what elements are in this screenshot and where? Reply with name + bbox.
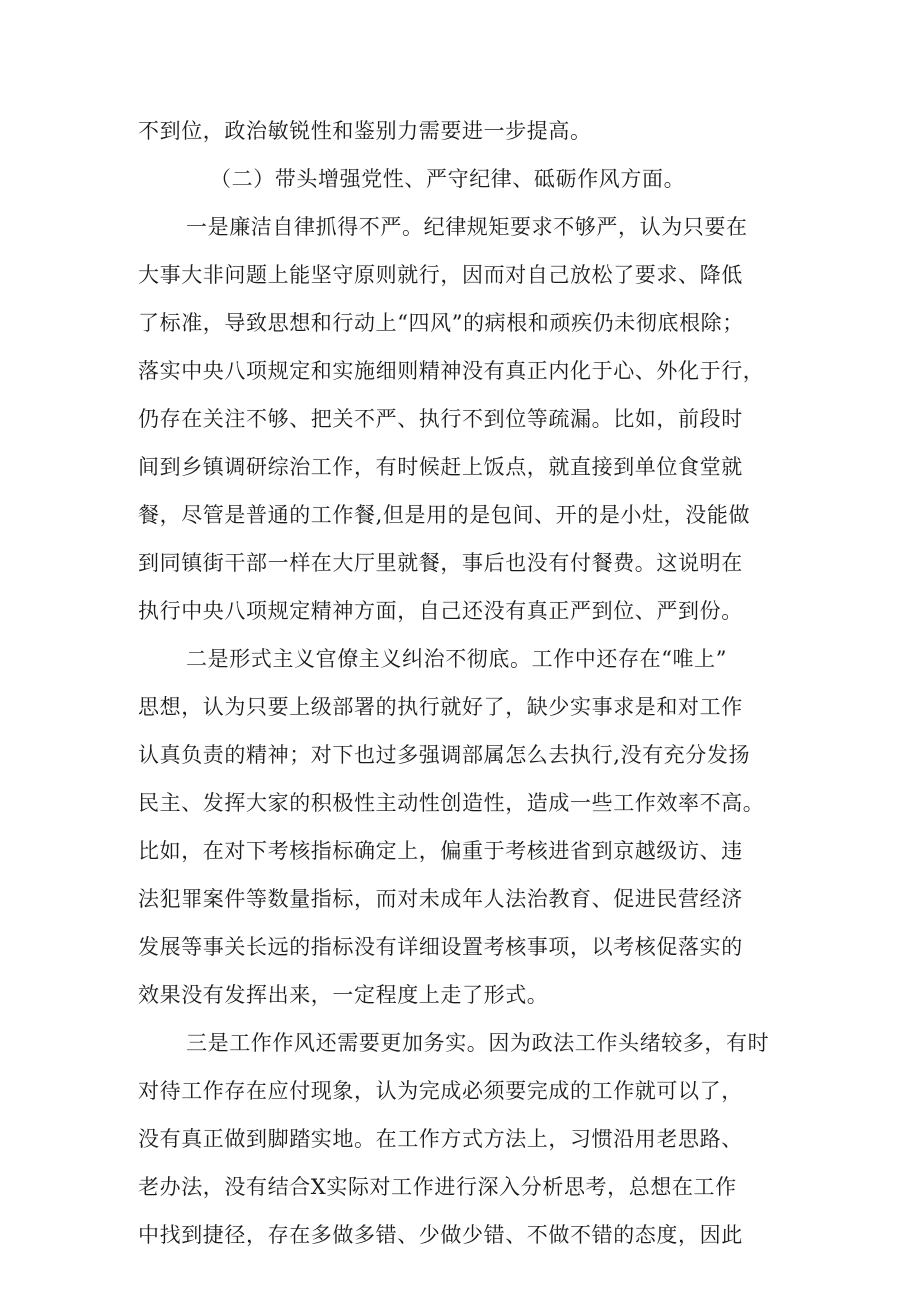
text-line: 认真负责的精神；对下也过多强调部属怎么去执行,没有充分发扬 xyxy=(138,743,751,767)
text-line: 没有真正做到脚踏实地。在工作方式方法上，习惯沿用老思路、 xyxy=(138,1127,743,1151)
paragraph-first-line: 三是工作作风还需要更加务实。因为政法工作头绪较多，有时 xyxy=(186,1031,770,1055)
text-line: 间到乡镇调研综治工作，有时候赶上饭点，就直接到单位食堂就 xyxy=(138,455,743,479)
text-line: 法犯罪案件等数量指标，而对未成年人法治教育、促进民营经济 xyxy=(138,887,743,911)
text-line: 到同镇街干部一样在大厅里就餐，事后也没有付餐费。这说明在 xyxy=(138,551,743,575)
text-line: 了标准，导致思想和行动上“四风”的病根和顽疾仍未彻底根除； xyxy=(138,311,744,335)
text-line: 不到位，政治敏锐性和鉴别力需要进一步提高。 xyxy=(138,119,592,143)
section-heading: （二）带头增强党性、严守纪律、砥砺作风方面。 xyxy=(210,167,686,191)
paragraph-first-line: 二是形式主义官僚主义纠治不彻底。工作中还存在“唯上” xyxy=(186,647,728,671)
text-line: 大事大非问题上能坚守原则就行，因而对自己放松了要求、降低 xyxy=(138,263,743,287)
text-line: 中找到捷径，存在多做多错、少做少错、不做不错的态度，因此 xyxy=(138,1223,743,1247)
text-line: 落实中央八项规定和实施细则精神没有真正内化于心、外化于行， xyxy=(138,359,765,383)
text-line: 比如，在对下考核指标确定上，偏重于考核进省到京越级访、违 xyxy=(138,839,743,863)
text-line: 对待工作存在应付现象，认为完成必须要完成的工作就可以了， xyxy=(138,1079,743,1103)
text-line: 发展等事关长远的指标没有详细设置考核事项，以考核促落实的 xyxy=(138,935,743,959)
text-line: 效果没有发挥出来，一定程度上走了形式。 xyxy=(138,983,549,1007)
text-line: 民主、发挥大家的积极性主动性创造性，造成一些工作效率不高。 xyxy=(138,791,765,815)
text-line: 执行中央八项规定精神方面，自己还没有真正严到位、严到份。 xyxy=(138,599,743,623)
text-line: 老办法，没有结合X实际对工作进行深入分析思考，总想在工作 xyxy=(138,1175,737,1199)
text-line: 餐，尽管是普通的工作餐,但是用的是包间、开的是小灶，没能做 xyxy=(138,503,751,527)
text-line: 思想，认为只要上级部署的执行就好了，缺少实事求是和对工作 xyxy=(138,695,743,719)
text-line: 仍存在关注不够、把关不严、执行不到位等疏漏。比如，前段时 xyxy=(138,407,743,431)
paragraph-first-line: 一是廉洁自律抓得不严。纪律规矩要求不够严，认为只要在 xyxy=(186,215,748,239)
